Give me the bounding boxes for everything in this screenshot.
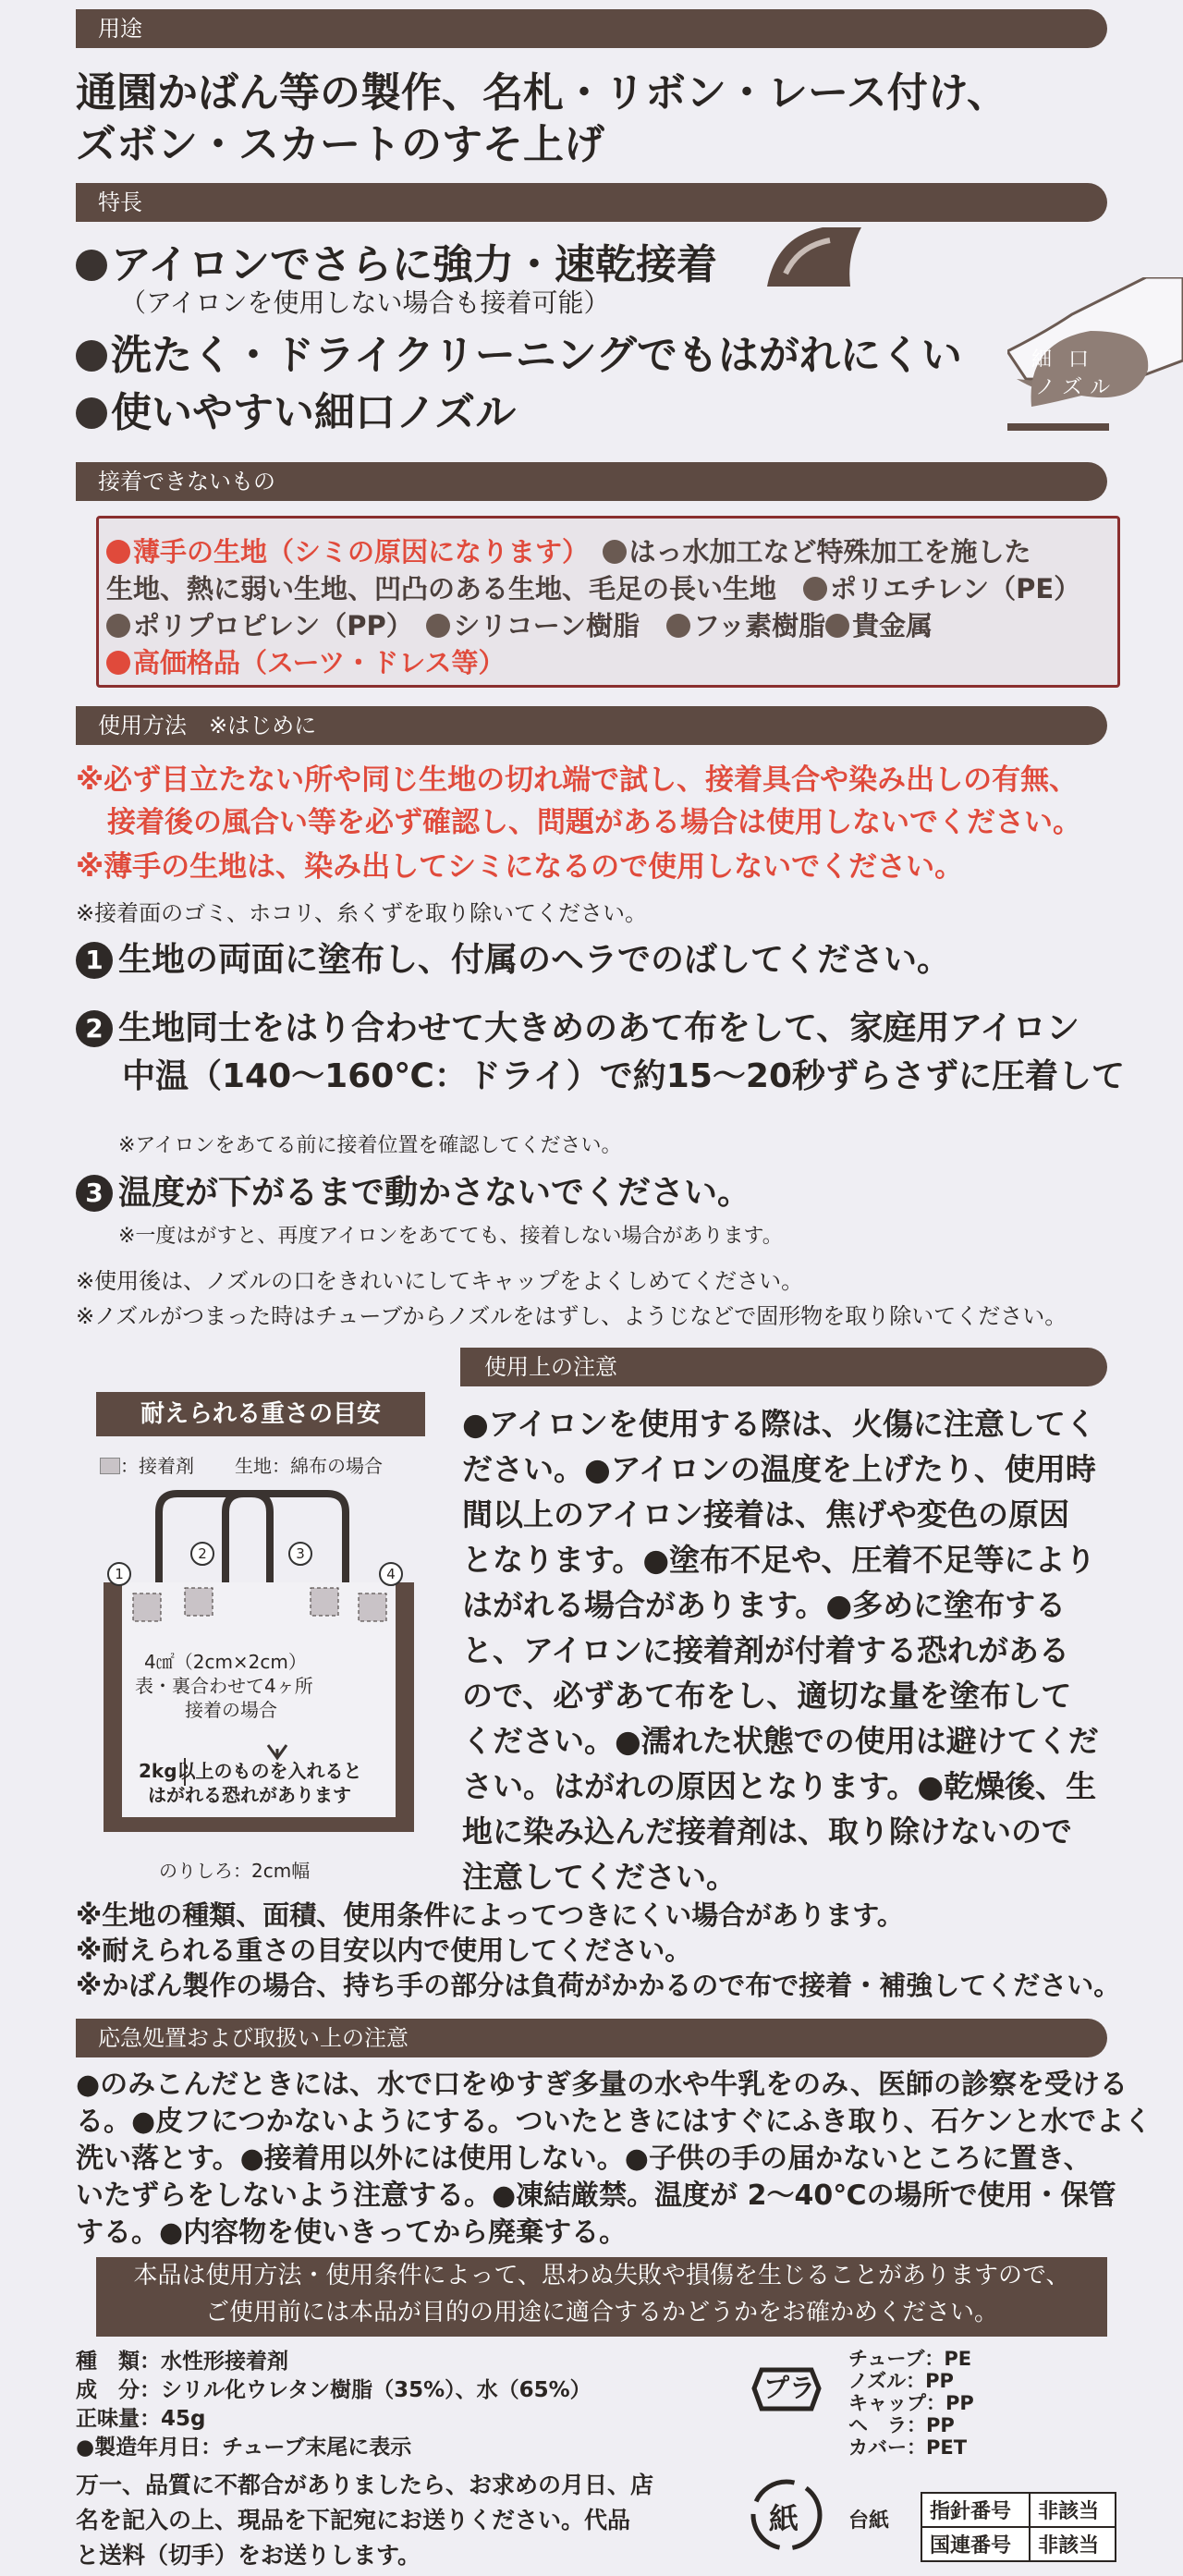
nozzle-label-a: 細口 (1031, 348, 1106, 372)
diagram-point-4: 4 (379, 1562, 403, 1586)
feature-3: 使いやすい細口ノズル (76, 379, 516, 438)
ng-line-3: ポリプロピレン（PP） シリコーン樹脂 フッ素樹脂 貴金属 (106, 605, 933, 643)
table-cell: 国連番号 (921, 2527, 1030, 2561)
not-bondable-header: 接着できないもの (76, 462, 1107, 501)
glue-swatch-icon (100, 1458, 120, 1474)
step-1: 1 生地の両面に塗布し、付属のヘラでのばしてください。 (76, 934, 950, 981)
warning-1: ※必ず目立たない所や同じ生地の切れ端で試し、接着具合や染み出しの有無、 (76, 763, 1079, 797)
plastic-label: プラ (763, 2373, 816, 2403)
usage-header: 用途 (76, 9, 1107, 48)
bullet-icon (426, 614, 450, 638)
nozzle-label-b: ノズル (1035, 376, 1118, 399)
paper-label: 紙 (769, 2501, 799, 2536)
table-cell: 非該当 (1030, 2527, 1116, 2561)
nozzle-line (1007, 423, 1109, 431)
step-2-note: ※アイロンをあてる前に接着位置を確認してください。 (118, 1134, 622, 1157)
step-2: 2 生地同士をはり合わせて大きめのあて布をして、家庭用アイロン (76, 1002, 1079, 1049)
diagram-margin-label: のりしろ：2cm幅 (159, 1860, 311, 1882)
diagram-point-3: 3 (288, 1542, 312, 1566)
bullet-icon (106, 614, 130, 638)
warning-2: 接着後の風合い等を必ず確認し、問題がある場合は使用しないでください。 (107, 806, 1081, 839)
diagram-point-2: 2 (190, 1542, 214, 1566)
step-3-note: ※一度はがすと、再度アイロンをあてても、接着しない場合があります。 (118, 1225, 783, 1248)
bullet-icon (603, 540, 627, 564)
spec-block: 種 類：水性形接着剤 成 分：シリル化ウレタン樹脂（35%）、水（65%） 正味量：45g ●製造年月日：チューブ末尾に表示 (76, 2350, 592, 2460)
step-number-2: 2 (76, 1010, 113, 1047)
step-number-3: 3 (76, 1175, 113, 1212)
after-note-1: ※使用後は、ノズルの口をきれいにしてキャップをよくしめてください。 (76, 1268, 804, 1294)
bullet-icon (803, 577, 827, 601)
bullet-icon (76, 340, 107, 372)
diagram-point-1: 1 (107, 1562, 131, 1586)
step-number-1: 1 (76, 942, 113, 979)
ng-line-2: 生地、熱に弱い生地、凹凸のある生地、毛足の長い生地 ポリエチレン（PE） (106, 573, 1081, 604)
regulation-table (921, 2492, 1116, 2562)
first-aid-header: 応急処置および取扱い上の注意 (76, 2019, 1107, 2057)
bullet-icon (76, 250, 107, 281)
usage-line-1: 通園かばん等の製作、名札・リボン・レース付け、 (76, 69, 1008, 116)
bullet-icon (106, 651, 130, 675)
first-aid-text: ●のみこんだときには、水で口をゆすぎ多量の水や牛乳をのみ、医師の診察を受ける る。●皮フにつかないようにする。ついたときにはすぐにふき取り、石ケンと水でよく 洗い落とす。●接着用以外には使用しない。●子供の手の届かないところに置き、 いたずらをしないよう注意する。●凍結厳禁。温度が 2～40℃の場所で使用・保管 する。●内容物を使いきってから廃棄する。 (76, 2069, 1153, 2249)
after-note-2: ※ノズルがつまった時はチューブからノズルをはずし、ようじなどで固形物を取り除いてください。 (76, 1303, 1067, 1329)
iron-icon (758, 218, 869, 296)
usage-line-2: ズボン・スカートのすそ上げ (76, 121, 604, 168)
bullet-icon (106, 540, 130, 564)
table-cell: 指針番号 (921, 2493, 1030, 2527)
board-label: 台紙 (848, 2509, 890, 2533)
bullet-icon (666, 614, 690, 638)
feature-1: アイロンでさらに強力・速乾接着 (76, 231, 717, 290)
legend-fabric: 生地：綿布の場合 (235, 1455, 383, 1477)
weight-guide-header: 耐えられる重さの目安 (96, 1392, 425, 1436)
prep-note: ※接着面のゴミ、ホコリ、糸くずを取り除いてください。 (76, 900, 647, 926)
warning-3: ※薄手の生地は、染み出してシミになるので使用しないでください。 (76, 850, 964, 884)
extra-note-2: ※耐えられる重さの目安以内で使用してください。 (76, 1935, 692, 1966)
legend-glue: ：接着剤 (100, 1451, 194, 1478)
materials-list: チューブ：PE ノズル：PP キャップ：PP ヘ ラ：PP カバー：PET (848, 2348, 974, 2459)
caution-header: 使用上の注意 (460, 1348, 1107, 1386)
extra-note-3: ※かばん製作の場合、持ち手の部分は負荷がかかるので布で接着・補強してください。 (76, 1970, 1121, 2001)
step-3: 3 温度が下がるまで動かさないでください。 (76, 1166, 750, 1214)
caution-text: ●アイロンを使用する際は、火傷に注意してく ださい。●アイロンの温度を上げたり、使用時 間以上のアイロン接着は、焦げや変色の原因 となります。●塗布不足や、圧着不足等により はがれる場合があります。●多めに塗布する と、アイロンに接着剤が付着する恐れがある ので、必ずあて布をし、適切な量を塗布して ください。●濡れた状態での使用は避けてくだ さい。はがれの原因となります。●乾燥後、生 地に染み込んだ接着剤は、取り除けないので 注意してください。 (462, 1406, 1099, 1895)
table-row (921, 2527, 1116, 2561)
diagram-kg-line-2: はがれる恐れがあります (148, 1784, 351, 1806)
step-2-cont: 中温（140～160℃：ドライ）で約15～20秒ずらさずに圧着して (122, 1057, 1126, 1095)
diagram-kg-line-1: 2kg以上のものを入れると (139, 1760, 362, 1782)
feature-2: 洗たく・ドライクリーニングでもはがれにくい (76, 322, 962, 381)
bullet-icon (76, 397, 107, 429)
ng-line-4: 高価格品（スーツ・ドレス等） (106, 642, 506, 680)
diagram-area-label: 4㎠（2cm×2cm） (144, 1651, 307, 1673)
table-row (921, 2493, 1116, 2527)
notice-box: 本品は使用方法・使用条件によって、思わぬ失敗や損傷を生じることがありますので、 ご使用前には本品が目的の用途に適合するかどうかをお確かめください。 (96, 2257, 1107, 2337)
extra-note-1: ※生地の種類、面積、使用条件によってつきにくい場合があります。 (76, 1899, 904, 1931)
defect-note: 万一、品質に不都合がありましたら、お求めの月日、店 名を記入の上、現品を下記宛にお送りください。代品 と送料（切手）をお送りします。 (76, 2472, 654, 2569)
features-header: 特長 (76, 183, 1107, 222)
ng-line-1: 薄手の生地（シミの原因になります） はっ水加工など特殊加工を施した (106, 531, 1031, 569)
diagram-case-label: 接着の場合 (185, 1699, 277, 1721)
not-bondable-list (96, 516, 1120, 688)
diagram-both-label: 表・裏合わせて4ヶ所 (135, 1675, 313, 1697)
bullet-icon (825, 614, 849, 638)
howto-header: 使用方法 ※はじめに (76, 706, 1107, 745)
feature-1-note: （アイロンを使用しない場合も接着可能） (120, 287, 610, 318)
table-cell: 非該当 (1030, 2493, 1116, 2527)
